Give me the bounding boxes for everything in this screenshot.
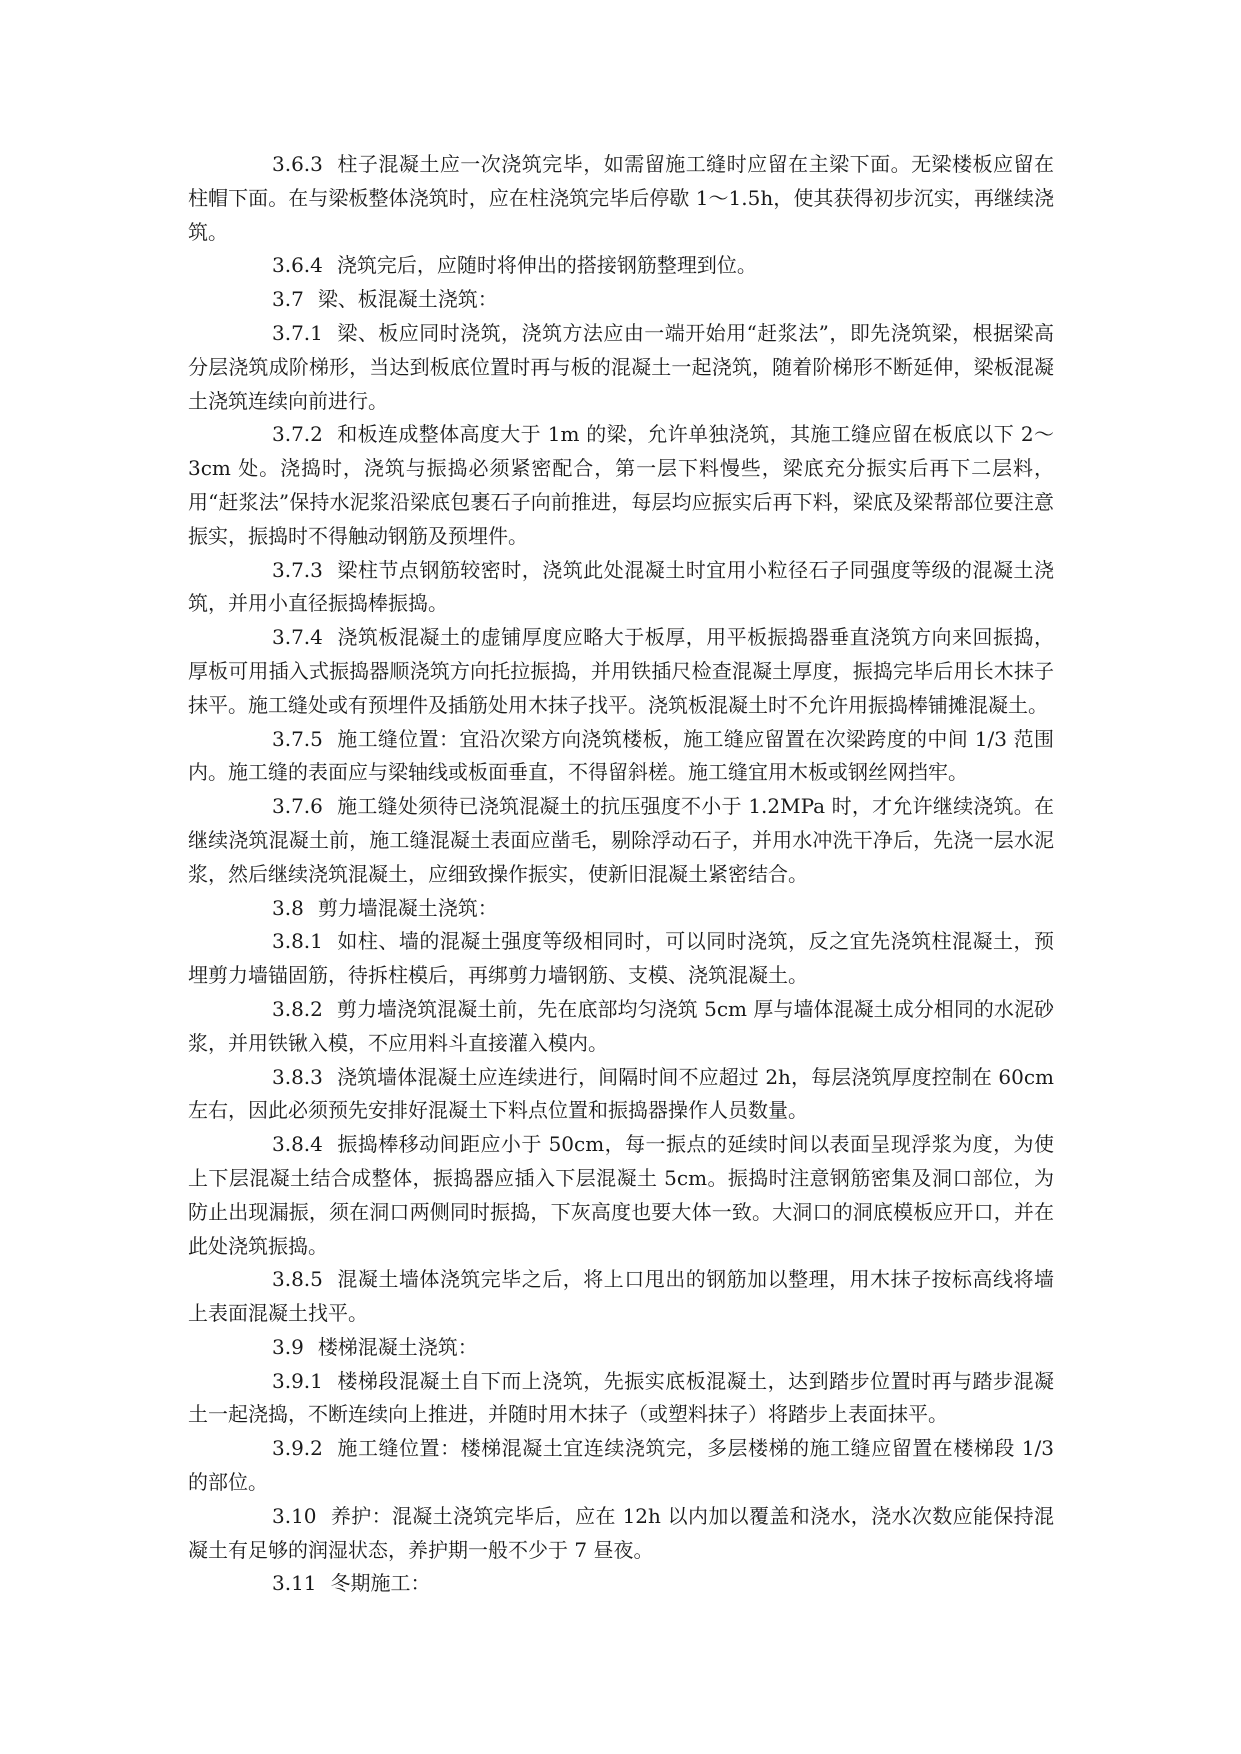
section-heading: 梁、板混凝土浇筑： <box>317 287 498 312</box>
paragraph-text: 梁、板应同时浇筑，浇筑方法应由一端开始用“赶浆法”，即先浇筑梁，根据梁高分层浇筑成阶梯形，当达到板底位置时再与板的混凝土一起浇筑，随着阶梯形不断延伸，梁板混凝土浇筑连续向前进行。 <box>188 320 1054 413</box>
section-number: 3.8.2 <box>272 996 323 1021</box>
paragraph-3-6-4 <box>188 249 1054 283</box>
section-number: 3.6.3 <box>272 152 323 176</box>
section-number: 3.7 <box>272 287 304 312</box>
paragraph-3-8-1 <box>188 925 1054 993</box>
paragraph-3-7-1 <box>188 317 1054 418</box>
paragraph-3-7-5 <box>188 723 1054 791</box>
paragraph-text: 混凝土墙体浇筑完毕之后，将上口甩出的钢筋加以整理，用木抹子按标高线将墙上表面混凝土找平。 <box>188 1267 1054 1326</box>
paragraph-text: 楼梯段混凝土自下而上浇筑，先振实底板混凝土，达到踏步位置时再与踏步混凝土一起浇捣，不断连续向上推进，并随时用木抹子（或塑料抹子）将踏步上表面抹平。 <box>188 1368 1054 1427</box>
paragraph-3-6-3 <box>188 148 1054 249</box>
paragraph-3-8-3 <box>188 1061 1054 1129</box>
paragraph-3-9-1 <box>188 1365 1054 1433</box>
paragraph-text: 养护：混凝土浇筑完毕后，应在 12h 以内加以覆盖和浇水，浇水次数应能保持混凝土有足够的润湿状态，养护期一般不少于 7 昼夜。 <box>188 1503 1054 1562</box>
section-number: 3.8.3 <box>272 1064 323 1089</box>
section-number: 3.7.3 <box>272 557 323 582</box>
paragraph-3-7-6 <box>188 790 1054 891</box>
paragraph-text: 浇筑板混凝土的虚铺厚度应略大于板厚，用平板振捣器垂直浇筑方向来回振捣，厚板可用插入式振捣器顺浇筑方向托拉振捣，并用铁插尺检查混凝土厚度，振捣完毕后用长木抹子抹平。施工缝处或有预埋件及插筋处用木抹子找平。浇筑板混凝土时不允许用振捣棒铺摊混凝土。 <box>188 625 1054 717</box>
paragraph-3-8-5 <box>188 1263 1054 1331</box>
section-number: 3.7.1 <box>272 320 323 345</box>
paragraph-3-10 <box>188 1500 1054 1568</box>
heading-3-7 <box>188 283 1054 317</box>
section-number: 3.9.1 <box>272 1368 323 1393</box>
document-body <box>188 148 1054 1601</box>
heading-3-11 <box>188 1567 1054 1601</box>
section-heading: 楼梯混凝土浇筑： <box>317 1334 478 1359</box>
section-number: 3.8.4 <box>272 1132 323 1157</box>
paragraph-3-7-2 <box>188 418 1054 553</box>
section-number: 3.11 <box>272 1571 317 1596</box>
section-number: 3.9 <box>272 1334 304 1359</box>
paragraph-text: 浇筑完后，应随时将伸出的搭接钢筋整理到位。 <box>336 253 757 278</box>
paragraph-text: 施工缝处须待已浇筑混凝土的抗压强度不小于 1.2MPa 时，才允许继续浇筑。在继续浇筑混凝土前，施工缝混凝土表面应凿毛，剔除浮动石子，并用水冲洗干净后，先浇一层水泥浆，然后继续浇筑混凝土，应细致操作振实，使新旧混凝土紧密结合。 <box>188 794 1054 886</box>
section-heading: 冬期施工： <box>330 1571 431 1596</box>
paragraph-text: 梁柱节点钢筋较密时，浇筑此处混凝土时宜用小粒径石子同强度等级的混凝土浇筑，并用小直径振捣棒振捣。 <box>188 557 1054 616</box>
section-number: 3.8 <box>272 895 304 920</box>
paragraph-text: 施工缝位置：宜沿次梁方向浇筑楼板，施工缝应留置在次梁跨度的中间 1/3 范围内。施工缝的表面应与梁轴线或板面垂直，不得留斜槎。施工缝宜用木板或钢丝网挡牢。 <box>188 726 1054 785</box>
paragraph-3-8-2 <box>188 993 1054 1061</box>
paragraph-text: 剪力墙浇筑混凝土前，先在底部均匀浇筑 5cm 厚与墙体混凝土成分相同的水泥砂浆，并用铁锹入模，不应用料斗直接灌入模内。 <box>188 996 1054 1055</box>
section-number: 3.9.2 <box>272 1436 323 1461</box>
paragraph-text: 浇筑墙体混凝土应连续进行，间隔时间不应超过 2h，每层浇筑厚度控制在 60cm 左右，因此必须预先安排好混凝土下料点位置和振捣器操作人员数量。 <box>188 1064 1054 1123</box>
paragraph-text: 和板连成整体高度大于 1m 的梁，允许单独浇筑，其施工缝应留在板底以下 2～3cm 处。浇捣时，浇筑与振捣必须紧密配合，第一层下料慢些，梁底充分振实后再下二层料，用“赶浆法”保持水泥浆沿梁底包裹石子向前推进，每层均应振实后再下料，梁底及梁帮部位要注意振实，振捣时不得触动钢筋及预埋件。 <box>188 422 1054 548</box>
paragraph-text: 振捣棒移动间距应小于 50cm，每一振点的延续时间以表面呈现浮浆为度，为使上下层混凝土结合成整体，振捣器应插入下层混凝土 5cm。振捣时注意钢筋密集及洞口部位，为防止出现漏振，须在洞口两侧同时振捣，下灰高度也要大体一致。大洞口的洞底模板应开口，并在此处浇筑振捣。 <box>188 1132 1054 1258</box>
heading-3-9 <box>188 1331 1054 1365</box>
section-number: 3.7.4 <box>272 625 323 650</box>
section-number: 3.6.4 <box>272 253 323 278</box>
heading-3-8 <box>188 892 1054 926</box>
section-number: 3.8.5 <box>272 1267 323 1292</box>
section-heading: 剪力墙混凝土浇筑： <box>317 895 498 920</box>
paragraph-text: 柱子混凝土应一次浇筑完毕，如需留施工缝时应留在主梁下面。无梁楼板应留在柱帽下面。在与梁板整体浇筑时，应在柱浇筑完毕后停歇 1～1.5h，使其获得初步沉实，再继续浇筑。 <box>188 152 1054 244</box>
section-number: 3.7.5 <box>272 726 323 751</box>
section-number: 3.10 <box>272 1503 317 1528</box>
paragraph-text: 如柱、墙的混凝土强度等级相同时，可以同时浇筑，反之宜先浇筑柱混凝土，预埋剪力墙锚固筋，待拆柱模后，再绑剪力墙钢筋、支模、浇筑混凝土。 <box>188 929 1054 988</box>
paragraph-3-9-2 <box>188 1432 1054 1500</box>
section-number: 3.8.1 <box>272 929 323 954</box>
paragraph-3-7-4 <box>188 621 1054 722</box>
section-number: 3.7.2 <box>272 422 323 447</box>
paragraph-3-7-3 <box>188 554 1054 622</box>
paragraph-3-8-4 <box>188 1128 1054 1263</box>
section-number: 3.7.6 <box>272 794 323 819</box>
paragraph-text: 施工缝位置：楼梯混凝土宜连续浇筑完，多层楼梯的施工缝应留置在楼梯段 1/3 的部位。 <box>188 1436 1054 1495</box>
